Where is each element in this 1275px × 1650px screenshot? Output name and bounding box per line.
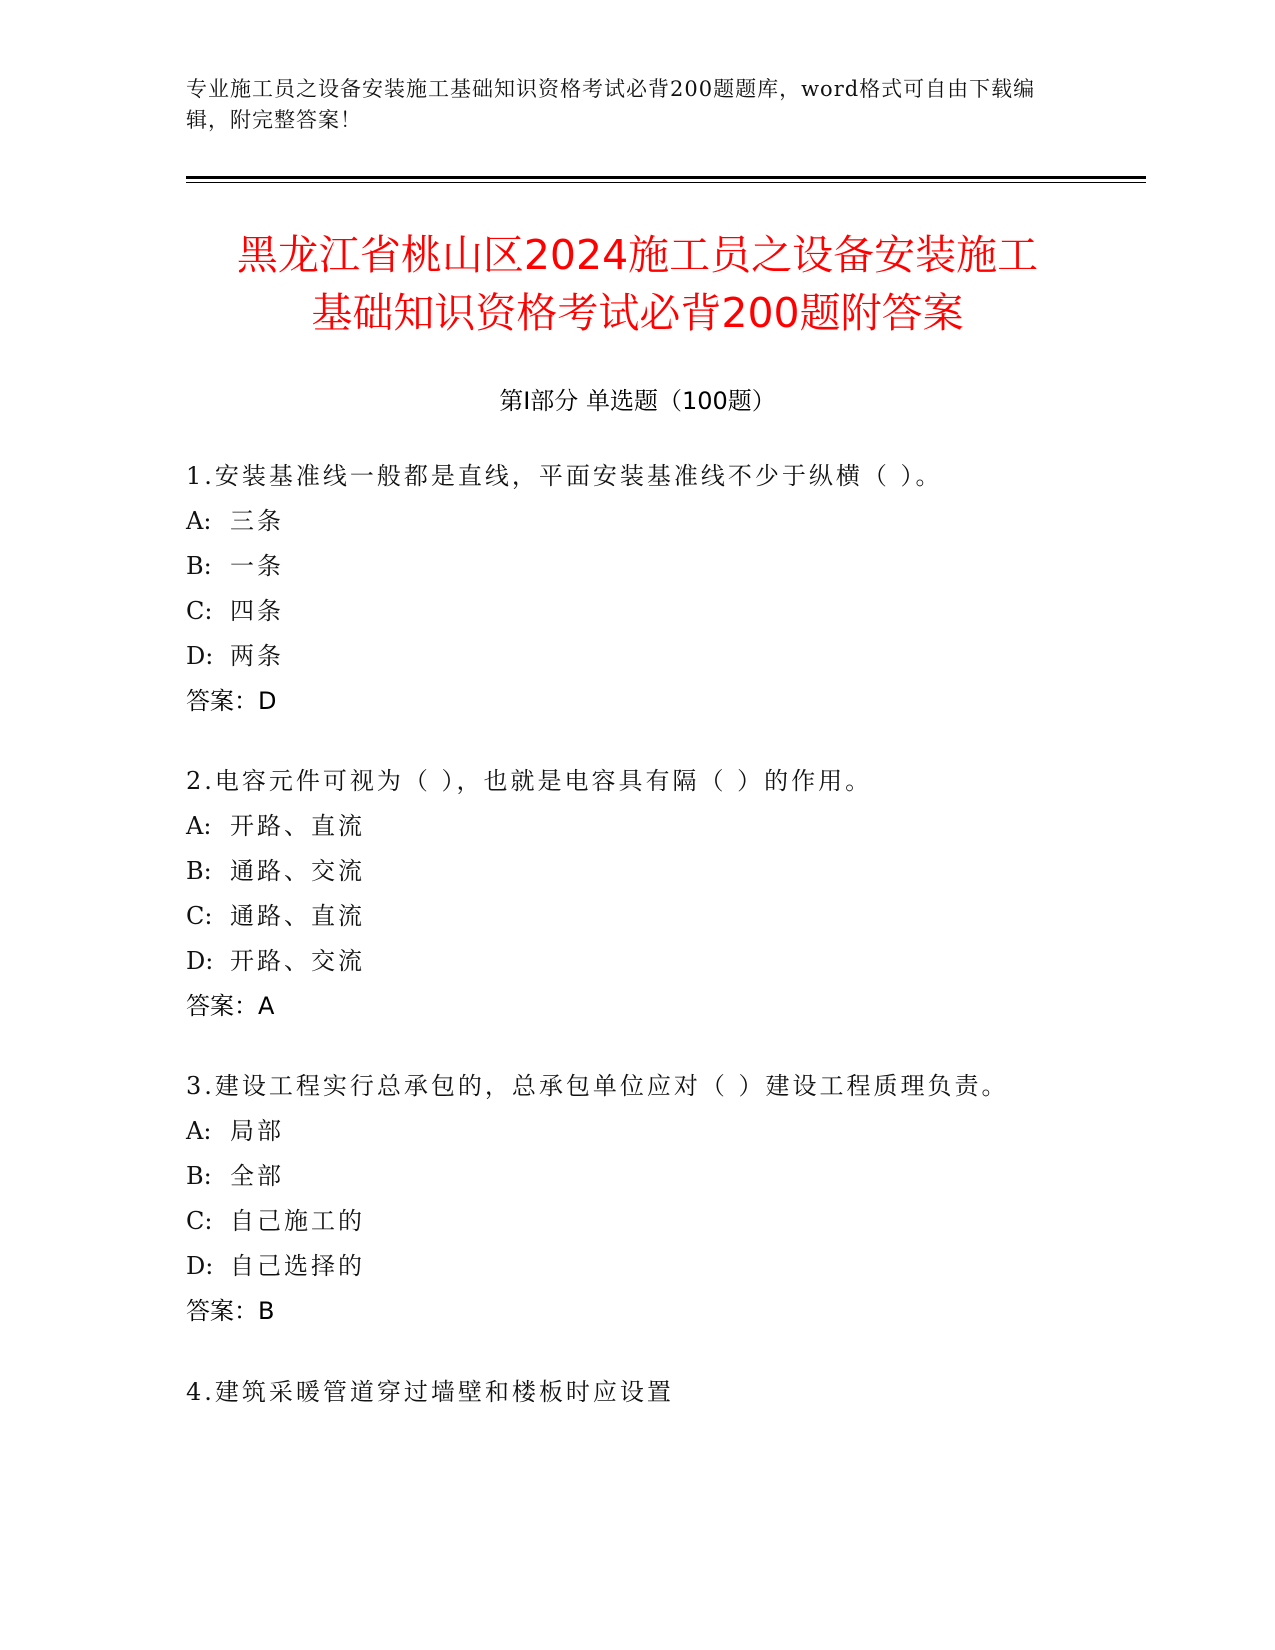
option-text: 自己施工的 bbox=[230, 1207, 365, 1235]
option-text: 局部 bbox=[230, 1117, 284, 1145]
option-text: 四条 bbox=[230, 597, 284, 625]
title-line-2: 基础知识资格考试必背200题附答案 bbox=[311, 289, 964, 337]
title-line-1: 黑龙江省桃山区2024施工员之设备安装施工 bbox=[236, 231, 1039, 279]
option-text: 全部 bbox=[230, 1162, 284, 1190]
question-stem: 1.安装基准线一般都是直线，平面安装基准线不少于纵横（ ）。 bbox=[186, 462, 943, 490]
section-heading: 第Ⅰ部分 单选题（100题） bbox=[499, 387, 776, 415]
option-letter: A: bbox=[186, 1117, 212, 1145]
option-c bbox=[186, 589, 1126, 634]
header-rule-thick bbox=[186, 176, 1146, 179]
option-text: 通路、直流 bbox=[230, 902, 365, 930]
answer-line: 答案：D bbox=[186, 687, 277, 715]
option-letter: C: bbox=[186, 1207, 213, 1235]
option-a bbox=[186, 1109, 1126, 1154]
option-c bbox=[186, 1199, 1126, 1244]
option-a bbox=[186, 499, 1126, 544]
option-letter: C: bbox=[186, 597, 213, 625]
option-letter: B: bbox=[186, 552, 212, 580]
option-d bbox=[186, 1244, 1126, 1289]
question-stem: 2.电容元件可视为（ ），也就是电容具有隔（ ）的作用。 bbox=[186, 767, 873, 795]
option-letter: A: bbox=[186, 507, 212, 535]
header-rule-thin bbox=[186, 182, 1146, 183]
option-text: 两条 bbox=[230, 642, 284, 670]
option-letter: B: bbox=[186, 1162, 212, 1190]
option-letter: D: bbox=[186, 947, 214, 975]
option-b bbox=[186, 1154, 1126, 1199]
option-b bbox=[186, 544, 1126, 589]
answer-line: 答案：A bbox=[186, 992, 275, 1020]
document-title bbox=[150, 226, 1125, 342]
option-d bbox=[186, 939, 1126, 984]
option-c bbox=[186, 894, 1126, 939]
option-letter: B: bbox=[186, 857, 212, 885]
option-b bbox=[186, 849, 1126, 894]
option-text: 三条 bbox=[230, 507, 284, 535]
option-letter: C: bbox=[186, 902, 213, 930]
option-d bbox=[186, 634, 1126, 679]
question-1 bbox=[186, 454, 1126, 724]
question-3 bbox=[186, 1064, 1126, 1334]
question-stem: 4.建筑采暖管道穿过墙壁和楼板时应设置 bbox=[186, 1378, 674, 1406]
option-text: 自己选择的 bbox=[230, 1252, 365, 1280]
option-text: 一条 bbox=[230, 552, 284, 580]
header-note: 专业施工员之设备安装施工基础知识资格考试必背200题题库，word格式可自由下载编辑，附完整答案！ bbox=[186, 77, 1036, 132]
option-letter: D: bbox=[186, 642, 214, 670]
answer-line: 答案：B bbox=[186, 1297, 275, 1325]
question-stem: 3.建设工程实行总承包的，总承包单位应对（ ）建设工程质理负责。 bbox=[186, 1072, 1009, 1100]
option-letter: D: bbox=[186, 1252, 214, 1280]
question-4 bbox=[186, 1370, 1126, 1415]
option-text: 开路、交流 bbox=[230, 947, 365, 975]
option-text: 通路、交流 bbox=[230, 857, 365, 885]
option-text: 开路、直流 bbox=[230, 812, 365, 840]
option-a bbox=[186, 804, 1126, 849]
question-2 bbox=[186, 759, 1126, 1029]
option-letter: A: bbox=[186, 812, 212, 840]
